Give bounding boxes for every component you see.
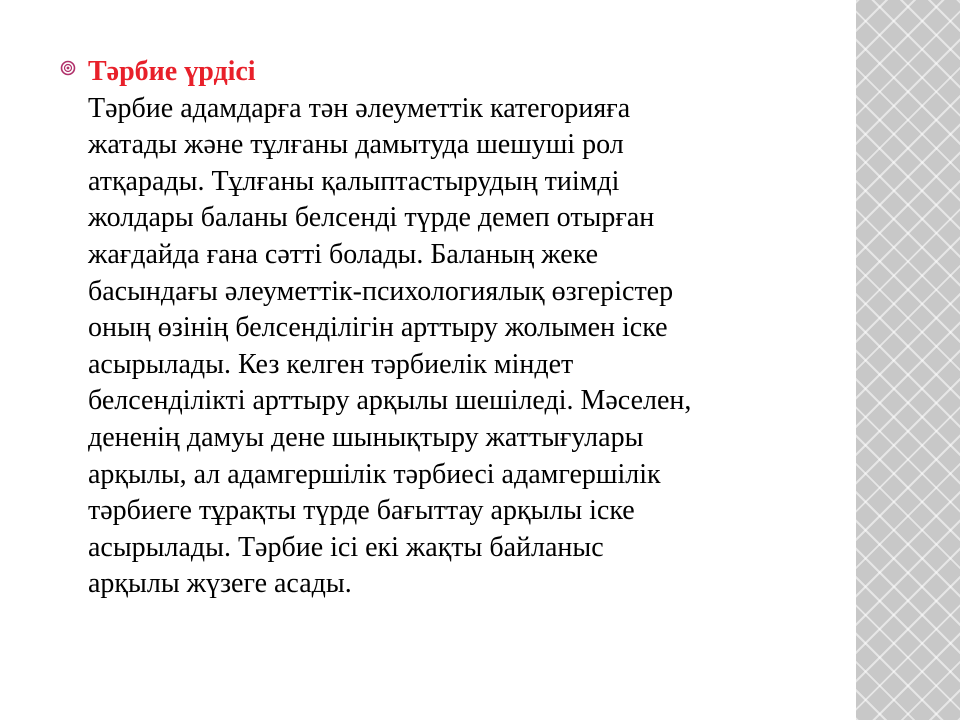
bullet-title: Тәрбие үрдісі [88,56,256,87]
decorative-side-panel [856,0,960,720]
bullet-body-text: Тәрбие адамдарға тән әлеуметтік категорияға жатады және тұлғаны дамытуда шешуші рол атқарады. Тұлғаны қалыптастырудың тиімді жолдары баланы белсенді түрде демеп отырған жағдайда ғана сәтті болады. Баланың жеке басындағы әлеуметтік-психологиялық өзгерістер оның өзінің белсенділігін арттыру жолымен іске асырылады. Кез келген тәрбиелік міндет белсенділікті арттыру арқылы шешіледі. Мәселен, дененің дамуы дене шынықтыру жаттығулары арқылы, ал адамгершілік тәрбиесі адамгершілік тәрбиеге тұрақты түрде бағыттау арқылы іске асырылады. Тәрбие ісі екі жақты байланыс арқылы жүзеге асады. [88,92,692,600]
target-bullet-icon [60,60,76,76]
bullet-content [88,54,800,603]
